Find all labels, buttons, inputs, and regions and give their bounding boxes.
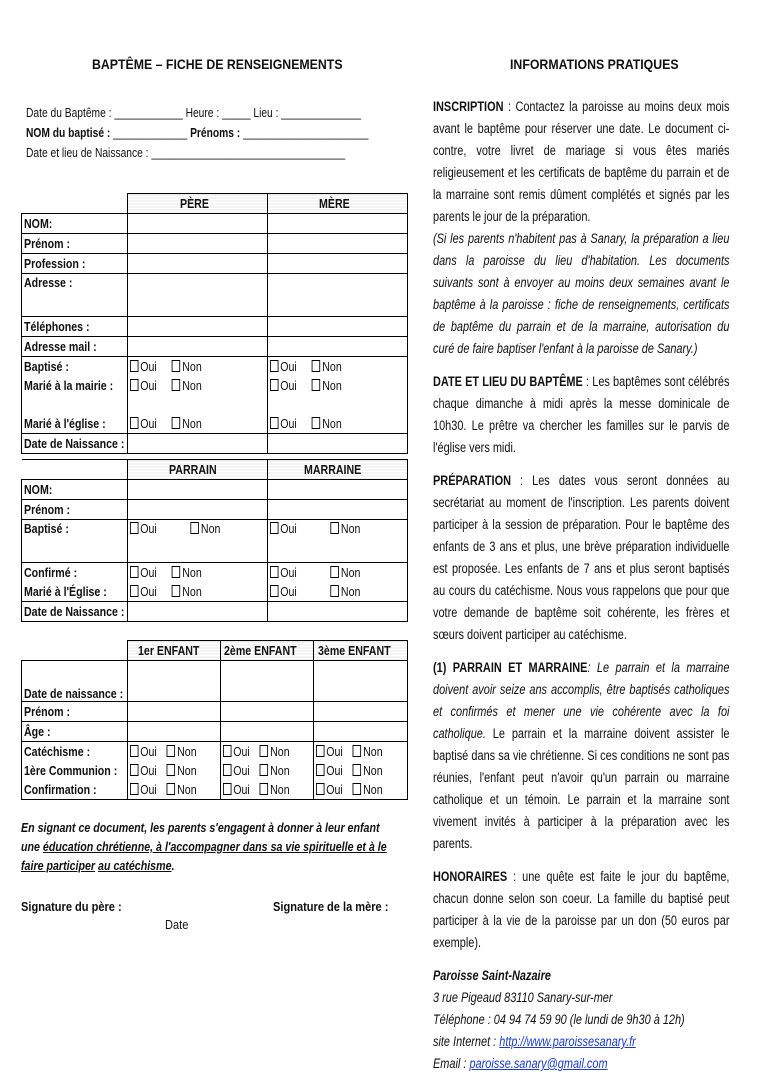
commitment-text: En signant ce document, les parents s'engagent à donner à leur enfant une éducation chrétienne, à l'accompagner dans sa vie spirituelle et à le faire participer au catéchisme. [21, 820, 387, 873]
checkbox-non[interactable] [331, 585, 340, 597]
checkbox-non[interactable] [260, 783, 269, 795]
info-text [433, 96, 729, 1075]
checkbox-non[interactable] [353, 745, 362, 757]
checkbox-oui[interactable] [130, 764, 139, 776]
parish-email: Email : paroisse.sanary@gmail.com [433, 1056, 608, 1071]
checkbox-oui[interactable] [130, 522, 139, 534]
checkbox-non[interactable] [260, 745, 269, 757]
checkbox-oui[interactable] [316, 764, 325, 776]
yes-no-cell: Oui Non [128, 563, 268, 583]
input-cell[interactable] [221, 661, 314, 702]
yes-no-cell: Oui Non [128, 761, 221, 780]
date-paragraph: DATE ET LIEU DU BAPTÊME : Les baptêmes sont célébrés chaque dimanche à midi après la messe dominicale de 10h30. Le prêtre va chercher les familles sur le parvis de l'église vers midi. [433, 374, 730, 455]
input-cell[interactable] [268, 234, 408, 254]
row-label-baptise: Baptisé : [22, 520, 128, 563]
row-label-prenom: Prénom : [22, 702, 128, 722]
yes-no-cell: Oui Non [128, 414, 268, 434]
input-cell[interactable] [268, 274, 408, 317]
row-label-nom: NOM: [22, 214, 128, 234]
row-label-naissance: Date de Naissance : [22, 602, 128, 622]
checkbox-non[interactable] [312, 360, 321, 372]
yes-no-cell: Oui Non [314, 780, 408, 800]
row-label-prenom: Prénom : [22, 234, 128, 254]
corner-cell [22, 641, 128, 661]
checkbox-non[interactable] [353, 783, 362, 795]
input-cell[interactable] [221, 702, 314, 722]
row-label-naissance: Date de naissance : [22, 661, 128, 702]
spacer-cell [268, 395, 408, 414]
input-cell[interactable] [268, 214, 408, 234]
input-cell[interactable] [128, 722, 221, 742]
input-cell[interactable] [314, 702, 408, 722]
input-cell[interactable] [128, 434, 268, 454]
input-cell[interactable] [128, 602, 268, 622]
header-mere: MÈRE [268, 194, 408, 214]
email-link[interactable]: paroisse.sanary@gmail.com [469, 1056, 608, 1071]
birth-line: Date et lieu de Naissance : __________________________________ [26, 146, 346, 160]
yes-no-cell: Oui Non [128, 742, 221, 762]
row-label-telephones: Téléphones : [22, 317, 128, 337]
checkbox-non[interactable] [331, 522, 340, 534]
row-label-adresse: Adresse : [22, 274, 128, 317]
spacer-cell [22, 395, 128, 414]
input-cell[interactable] [128, 500, 268, 520]
row-label-nom: NOM: [22, 480, 128, 500]
checkbox-oui[interactable] [270, 417, 279, 429]
header-enfant-2: 2ème ENFANT [221, 641, 314, 661]
header-pere: PÈRE [128, 194, 268, 214]
yes-no-cell: Oui Non [128, 582, 268, 602]
input-cell[interactable] [128, 661, 221, 702]
yes-no-cell: Oui Non [221, 761, 314, 780]
baptism-date-line: Date du Baptême : ____________ Heure : _____ Lieu : ______________ [26, 106, 362, 120]
input-cell[interactable] [128, 234, 268, 254]
checkbox-oui[interactable] [223, 783, 232, 795]
inscription-paragraph: INSCRIPTION : Contactez la paroisse au moins deux mois avant le baptême pour réserver une date. Le document ci-contre, votre livret de mariage si vous êtes mariés religieusement et les certificats de baptême du parrain et de la marraine sont remis dûment complétés et signés par les parents le jour de la préparation. (Si les parents n'habitent pas à Sanary, la préparation a lieu dans la paroisse du lieu d'habitation. Les documents suivants sont à envoyer au moins deux semaines avant le baptême à la paroisse : fiche de renseignements, certificats de baptême du parrain et de la marraine, autorisation du curé de faire baptiser l'enfant à la paroisse de Sanary.) [433, 99, 730, 356]
row-label-communion: 1ère Communion : [22, 761, 128, 780]
header-marraine: MARRAINE [268, 460, 408, 480]
yes-no-cell: Oui Non [128, 780, 221, 800]
godparents-table [21, 459, 408, 622]
preparation-paragraph: PRÉPARATION : Les dates vous seront données au secrétariat au moment de l'inscription. Les parents doivent participer à la session de préparation. Pour le baptême des enfants de 3 ans et plus, une brève préparation individuelle est proposée. Les enfants de 7 ans et plus seront baptisés au cours du catéchisme. Nous vous rappelons que pour que votre demande de baptême soit cohérente, les frères et sœurs doivent participer au catéchisme. [433, 473, 730, 642]
checkbox-oui[interactable] [316, 783, 325, 795]
checkbox-non[interactable] [353, 764, 362, 776]
yes-no-cell: Oui Non [221, 742, 314, 762]
checkbox-non[interactable] [191, 522, 200, 534]
checkbox-oui[interactable] [270, 360, 279, 372]
checkbox-oui[interactable] [270, 522, 279, 534]
input-cell[interactable] [314, 661, 408, 702]
parish-phone: Téléphone : 04 94 74 59 90 (le lundi de 9h30 à 12h) [433, 1012, 685, 1027]
checkbox-non[interactable] [172, 585, 181, 597]
checkbox-oui[interactable] [130, 783, 139, 795]
yes-no-cell: Oui Non [221, 780, 314, 800]
corner-cell [22, 460, 128, 480]
signature-father: Signature du père : [21, 899, 122, 914]
checkbox-oui[interactable] [130, 379, 139, 391]
checkbox-oui[interactable] [270, 379, 279, 391]
corner-cell [22, 194, 128, 214]
row-label-marie-eglise: Marié à l'église : [22, 414, 128, 434]
prenoms-blank: ______________________ [240, 126, 369, 140]
row-label-confirmation: Confirmation : [22, 780, 128, 800]
spacer-cell [128, 395, 268, 414]
checkbox-non[interactable] [167, 745, 176, 757]
parish-address: 3 rue Pigeaud 83110 Sanary-sur-mer [433, 990, 613, 1005]
checkbox-non[interactable] [172, 566, 181, 578]
parish-contact [433, 965, 729, 1075]
yes-no-cell: Oui Non [268, 376, 408, 395]
checkbox-oui[interactable] [130, 417, 139, 429]
row-label-baptise: Baptisé : [22, 357, 128, 377]
input-cell[interactable] [128, 702, 221, 722]
website-link[interactable]: http://www.paroissesanary.fr [499, 1034, 636, 1049]
row-label-prenom: Prénom : [22, 500, 128, 520]
input-cell[interactable] [268, 317, 408, 337]
checkbox-oui[interactable] [130, 585, 139, 597]
checkbox-non[interactable] [167, 764, 176, 776]
checkbox-oui[interactable] [270, 585, 279, 597]
checkbox-oui[interactable] [270, 566, 279, 578]
input-cell[interactable] [128, 337, 268, 357]
checkbox-non[interactable] [172, 417, 181, 429]
yes-no-cell: Oui Non [268, 563, 408, 583]
checkbox-non[interactable] [312, 417, 321, 429]
input-cell[interactable] [268, 337, 408, 357]
header-enfant-1: 1er ENFANT [128, 641, 221, 661]
row-label-age: Âge : [22, 722, 128, 742]
yes-no-cell: Oui Non [128, 376, 268, 395]
info-title: INFORMATIONS PRATIQUES [510, 56, 679, 72]
row-label-confirme: Confirmé : [22, 563, 128, 583]
parents-table [21, 193, 408, 454]
baptized-name-line [26, 126, 368, 140]
nom-blank: _____________ [110, 126, 191, 140]
row-label-naissance: Date de Naissance : [22, 434, 128, 454]
row-label-mail: Adresse mail : [22, 337, 128, 357]
parish-name: Paroisse Saint-Nazaire [433, 968, 551, 983]
header-enfant-3: 3ème ENFANT [314, 641, 408, 661]
input-cell[interactable] [268, 434, 408, 454]
children-table [21, 640, 408, 800]
input-cell[interactable] [268, 480, 408, 500]
yes-no-cell: Oui Non [268, 520, 408, 563]
yes-no-cell: Oui Non [268, 582, 408, 602]
yes-no-cell: Oui Non [314, 761, 408, 780]
checkbox-non[interactable] [167, 783, 176, 795]
parish-website: site Internet : http://www.paroissesanary.fr [433, 1034, 636, 1049]
input-cell[interactable] [128, 254, 268, 274]
checkbox-oui[interactable] [130, 745, 139, 757]
nom-label: NOM du baptisé : [26, 126, 111, 140]
date-label: Date [165, 917, 189, 932]
input-cell[interactable] [128, 274, 268, 317]
checkbox-non[interactable] [172, 379, 181, 391]
row-label-profession: Profession : [22, 254, 128, 274]
checkbox-oui[interactable] [130, 566, 139, 578]
input-cell[interactable] [268, 602, 408, 622]
checkbox-oui[interactable] [223, 745, 232, 757]
header-parrain: PARRAIN [128, 460, 268, 480]
yes-no-cell: Oui Non [268, 357, 408, 377]
fees-paragraph: HONORAIRES : une quête est faite le jour du baptême, chacun donne selon son coeur. La famille du baptisé peut participer à la vie de la paroisse par un don (50 euros par exemple). [433, 869, 730, 950]
row-label-catechisme: Catéchisme : [22, 742, 128, 762]
input-cell[interactable] [128, 317, 268, 337]
checkbox-oui[interactable] [223, 764, 232, 776]
godparents-paragraph: (1) PARRAIN ET MARRAINE: Le parrain et la marraine doivent avoir seize ans accomplis, être baptisés catholiques et confirmés et mener une vie cohérente avec la foi catholique. Le parrain et la marraine doivent assister le baptisé dans sa vie chrétienne. Si ces conditions ne sont pas réunies, l'enfant peut n'avoir qu'un parrain ou marraine catholique et un témoin. Le parrain et la marraine sont vivement invités à participer à la préparation avec les parents. [433, 660, 730, 851]
prenoms-label: Prénoms : [190, 126, 241, 140]
input-cell[interactable] [268, 500, 408, 520]
row-label-marie-mairie: Marié à la mairie : [22, 376, 128, 395]
checkbox-non[interactable] [331, 566, 340, 578]
yes-no-cell: Oui Non [128, 520, 268, 563]
yes-no-cell: Oui Non [314, 742, 408, 762]
checkbox-non[interactable] [260, 764, 269, 776]
checkbox-oui[interactable] [316, 745, 325, 757]
yes-no-cell: Oui Non [128, 357, 268, 377]
checkbox-oui[interactable] [130, 360, 139, 372]
form-title: BAPTÊME – FICHE DE RENSEIGNEMENTS [92, 56, 343, 72]
checkbox-non[interactable] [312, 379, 321, 391]
yes-no-cell: Oui Non [268, 414, 408, 434]
input-cell[interactable] [128, 480, 268, 500]
input-cell[interactable] [314, 722, 408, 742]
input-cell[interactable] [221, 722, 314, 742]
input-cell[interactable] [268, 254, 408, 274]
row-label-marie-eglise: Marié à l'Église : [22, 582, 128, 602]
input-cell[interactable] [128, 214, 268, 234]
signature-mother: Signature de la mère : [273, 899, 389, 914]
checkbox-non[interactable] [172, 360, 181, 372]
